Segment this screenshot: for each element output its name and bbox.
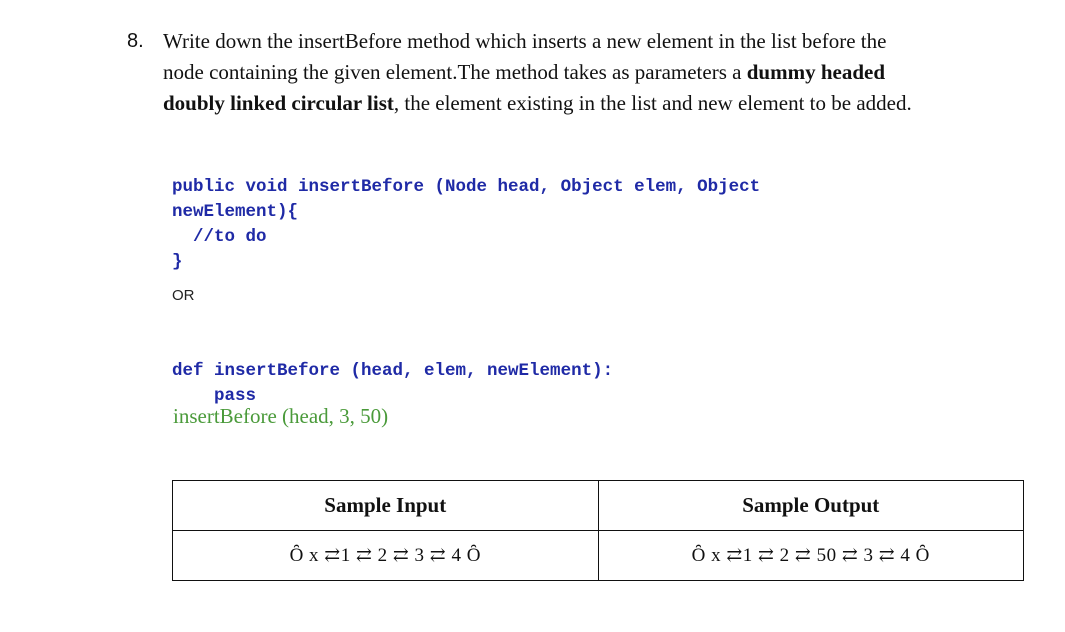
table-row xyxy=(173,531,1024,581)
question-line-2-text: node containing the given element.The method takes as parameters a xyxy=(163,60,747,84)
python-code-line-1: def insertBefore (head, elem, newElement): xyxy=(172,361,614,381)
sample-table xyxy=(172,480,1024,581)
python-code-block xyxy=(172,334,613,409)
python-code-line-2: pass xyxy=(172,386,257,406)
question-line-3 xyxy=(163,88,1033,119)
java-code-line-3: //to do xyxy=(172,227,267,247)
sample-input-cell: Ȏ x ⇄1 ⇄ 2 ⇄ 3 ⇄ 4 Ȏ xyxy=(173,531,599,581)
sample-input-header: Sample Input xyxy=(173,481,599,531)
sample-output-cell: Ȏ x ⇄1 ⇄ 2 ⇄ 50 ⇄ 3 ⇄ 4 Ȏ xyxy=(598,531,1024,581)
example-call: insertBefore (head, 3, 50) xyxy=(173,404,389,428)
sample-table-header-row xyxy=(173,481,1024,531)
question-line-2-bold: dummy headed xyxy=(746,60,885,84)
question-line-3-text: , the element existing in the list and new element to be added. xyxy=(393,91,912,115)
question-line-1: Write down the insertBefore method which inserts a new element in the list before the xyxy=(163,29,887,53)
question-line-3-bold: doubly linked circular list xyxy=(163,91,394,115)
sample-output-header: Sample Output xyxy=(598,481,1024,531)
question-number: 8. xyxy=(127,30,144,52)
java-code-line-1: public void insertBefore (Node head, Object elem, Object xyxy=(172,177,761,197)
question-line-2 xyxy=(163,57,1033,88)
question-text xyxy=(163,26,1033,119)
java-code-line-4: } xyxy=(172,252,183,272)
java-code-line-2: newElement){ xyxy=(172,202,299,222)
java-code-block xyxy=(172,150,760,275)
or-label: OR xyxy=(172,287,195,304)
